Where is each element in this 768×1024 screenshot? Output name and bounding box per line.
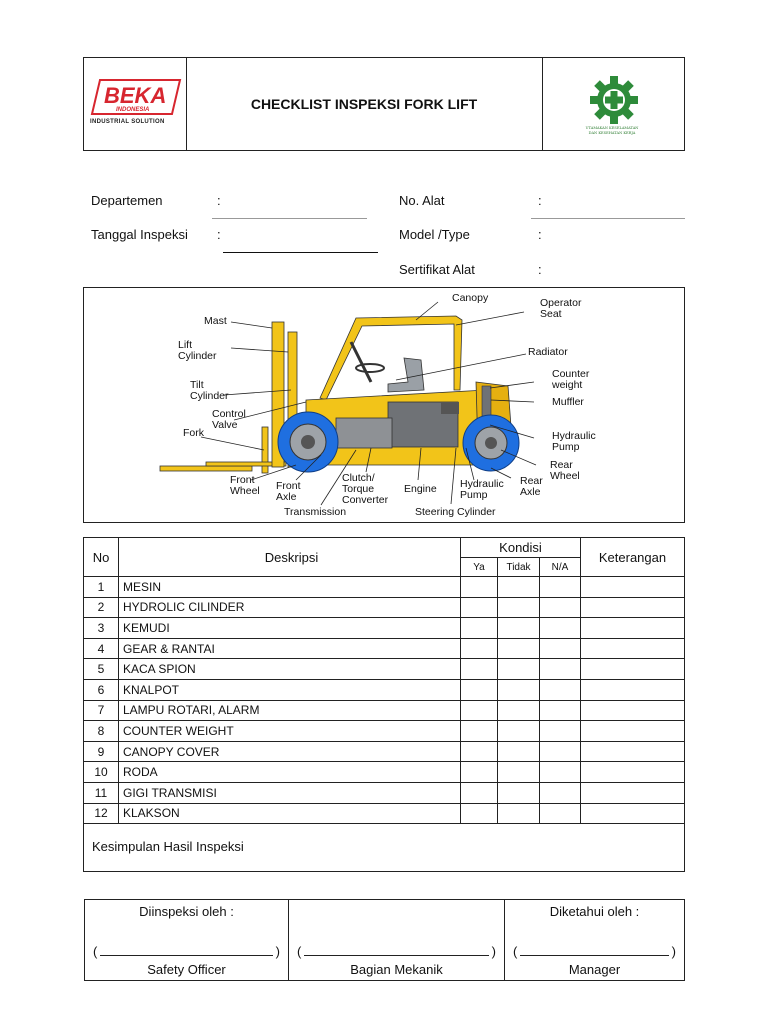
signature-line[interactable]: ( )	[297, 944, 496, 959]
model-type-label: Model /Type	[399, 227, 470, 242]
diagram-label-front-axle: Front Axle	[276, 480, 301, 503]
acknowledged-by-label: Diketahui oleh :	[549, 904, 640, 919]
k3-logo-cell	[542, 58, 684, 150]
check-na[interactable]	[540, 597, 581, 618]
diagram-label-canopy: Canopy	[452, 292, 489, 304]
check-ya[interactable]	[461, 679, 498, 700]
signature-line[interactable]: ( )	[513, 944, 676, 959]
check-na[interactable]	[540, 659, 581, 680]
signature-manager[interactable]	[505, 900, 684, 980]
check-tidak[interactable]	[498, 597, 540, 618]
header-kondisi: Kondisi	[461, 538, 581, 558]
role-manager: Manager	[568, 962, 621, 977]
sertifikat-alat-colon: :	[538, 262, 542, 277]
header-na: N/A	[540, 558, 581, 577]
table-row: 12 KLAKSON	[84, 803, 685, 824]
header-ya: Ya	[461, 558, 498, 577]
diagram-label-front-wheel: Front Wheel	[230, 474, 260, 497]
signature-bagian-mekanik[interactable]	[289, 900, 505, 980]
table-row: 8 COUNTER WEIGHT	[84, 721, 685, 742]
k3-caption: UTAMAKAN KESELAMATAN DAN KESEHATAN KERJA	[585, 126, 639, 135]
check-na[interactable]	[540, 803, 581, 824]
departemen-label: Departemen	[91, 193, 163, 208]
table-row: 5 KACA SPION	[84, 659, 685, 680]
keterangan-cell[interactable]	[581, 638, 685, 659]
check-ya[interactable]	[461, 762, 498, 783]
check-ya[interactable]	[461, 700, 498, 721]
check-tidak[interactable]	[498, 721, 540, 742]
keterangan-cell[interactable]	[581, 803, 685, 824]
check-na[interactable]	[540, 679, 581, 700]
check-ya[interactable]	[461, 597, 498, 618]
diagram-label-transmission: Transmission	[284, 506, 347, 518]
check-tidak[interactable]	[498, 762, 540, 783]
check-tidak[interactable]	[498, 638, 540, 659]
check-tidak[interactable]	[498, 700, 540, 721]
check-na[interactable]	[540, 577, 581, 598]
keterangan-cell[interactable]	[581, 782, 685, 803]
inspection-checklist-table	[83, 537, 685, 824]
departemen-colon: :	[217, 193, 221, 208]
diagram-label-lift-cylinder: Lift Cylinder	[178, 339, 217, 362]
keterangan-cell[interactable]	[581, 679, 685, 700]
no-alat-label: No. Alat	[399, 193, 445, 208]
keterangan-cell[interactable]	[581, 577, 685, 598]
check-ya[interactable]	[461, 741, 498, 762]
diagram-label-clutch-torque-converter: Clutch/ Torque Converter	[342, 472, 389, 506]
keterangan-cell[interactable]	[581, 762, 685, 783]
tanggal-inspeksi-label: Tanggal Inspeksi	[91, 227, 188, 242]
departemen-field[interactable]	[212, 218, 367, 219]
form-title: CHECKLIST INSPEKSI FORK LIFT	[186, 58, 543, 150]
check-ya[interactable]	[461, 638, 498, 659]
no-alat-field[interactable]	[531, 218, 685, 219]
diagram-label-rear-axle: Rear Axle	[520, 475, 543, 498]
keterangan-cell[interactable]	[581, 659, 685, 680]
keterangan-cell[interactable]	[581, 700, 685, 721]
model-type-colon: :	[538, 227, 542, 242]
forklift-diagram	[83, 287, 685, 523]
check-na[interactable]	[540, 618, 581, 639]
header-deskripsi: Deskripsi	[119, 538, 461, 577]
table-row: 4 GEAR & RANTAI	[84, 638, 685, 659]
diagram-label-counterweight: Counter weight	[552, 368, 590, 391]
table-row: 1 MESIN	[84, 577, 685, 598]
table-row: 7 LAMPU ROTARI, ALARM	[84, 700, 685, 721]
diagram-label-control-valve: Control Valve	[212, 408, 246, 431]
table-row: 3 KEMUDI	[84, 618, 685, 639]
check-ya[interactable]	[461, 782, 498, 803]
role-safety-officer: Safety Officer	[147, 962, 226, 977]
check-tidak[interactable]	[498, 741, 540, 762]
check-na[interactable]	[540, 638, 581, 659]
tanggal-inspeksi-field[interactable]	[223, 252, 378, 253]
keterangan-cell[interactable]	[581, 741, 685, 762]
diagram-label-mast: Mast	[204, 315, 227, 327]
signature-safety-officer[interactable]	[85, 900, 289, 980]
keterangan-cell[interactable]	[581, 618, 685, 639]
signature-block	[84, 899, 685, 981]
diagram-label-radiator: Radiator	[528, 346, 568, 358]
keterangan-cell[interactable]	[581, 597, 685, 618]
sertifikat-alat-label: Sertifikat Alat	[399, 262, 475, 277]
check-tidak[interactable]	[498, 782, 540, 803]
check-ya[interactable]	[461, 618, 498, 639]
header-no: No	[84, 538, 119, 577]
diagram-label-hydraulic-pump-right: Hydraulic Pump	[552, 430, 596, 453]
check-na[interactable]	[540, 721, 581, 742]
diagram-label-hydraulic-pump-bottom: Hydraulic Pump	[460, 478, 504, 501]
check-tidak[interactable]	[498, 659, 540, 680]
no-alat-colon: :	[538, 193, 542, 208]
keterangan-cell[interactable]	[581, 721, 685, 742]
check-na[interactable]	[540, 782, 581, 803]
table-row: 9 CANOPY COVER	[84, 741, 685, 762]
check-ya[interactable]	[461, 577, 498, 598]
diagram-label-muffler: Muffler	[552, 396, 584, 408]
header-tidak: Tidak	[498, 558, 540, 577]
table-row: 10 RODA	[84, 762, 685, 783]
table-row: 11 GIGI TRANSMISI	[84, 782, 685, 803]
signature-line[interactable]: ( )	[93, 944, 280, 959]
check-tidak[interactable]	[498, 577, 540, 598]
conclusion-box[interactable]	[83, 823, 685, 872]
diagram-label-rear-wheel: Rear Wheel	[550, 459, 580, 482]
table-row: 2 HYDROLIC CILINDER	[84, 597, 685, 618]
diagram-label-fork: Fork	[183, 427, 204, 439]
tanggal-inspeksi-colon: :	[217, 227, 221, 242]
diagram-label-steering-cylinder: Steering Cylinder	[415, 506, 496, 518]
form-header	[83, 57, 685, 151]
check-ya[interactable]	[461, 803, 498, 824]
beka-logo-icon	[90, 76, 182, 118]
diagram-label-operator-seat: Operator Seat	[540, 297, 582, 320]
check-na[interactable]	[540, 700, 581, 721]
inspected-by-label: Diinspeksi oleh :	[139, 904, 234, 919]
check-na[interactable]	[540, 741, 581, 762]
check-na[interactable]	[540, 762, 581, 783]
k3-gear-cross-icon	[582, 76, 646, 126]
role-bagian-mekanik: Bagian Mekanik	[350, 962, 443, 977]
company-logo-cell	[84, 58, 187, 150]
diagram-label-engine: Engine	[404, 483, 437, 495]
diagram-label-tilt-cylinder: Tilt Cylinder	[190, 379, 229, 402]
logo-subtext: INDONESIA	[116, 107, 150, 113]
conclusion-label: Kesimpulan Hasil Inspeksi	[92, 839, 244, 854]
check-tidak[interactable]	[498, 803, 540, 824]
check-ya[interactable]	[461, 659, 498, 680]
check-ya[interactable]	[461, 721, 498, 742]
logo-wordmark: BEKA	[104, 83, 167, 108]
header-keterangan: Keterangan	[581, 538, 685, 577]
table-row: 6 KNALPOT	[84, 679, 685, 700]
check-tidak[interactable]	[498, 679, 540, 700]
logo-tagline: INDUSTRIAL SOLUTION	[90, 119, 165, 125]
check-tidak[interactable]	[498, 618, 540, 639]
